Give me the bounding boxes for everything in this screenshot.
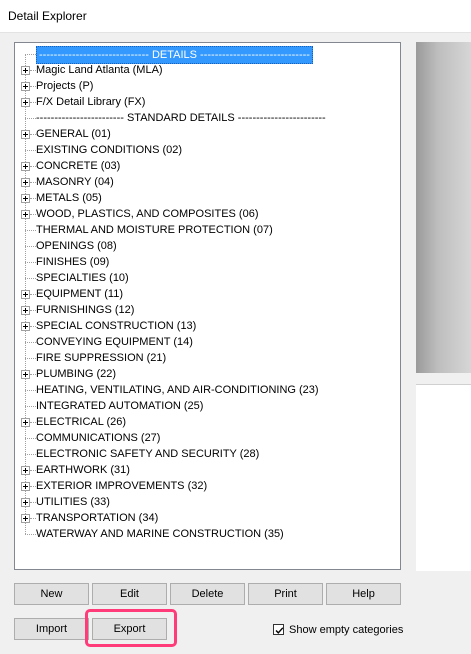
tree-item[interactable] bbox=[15, 126, 400, 142]
expand-plus-icon[interactable] bbox=[21, 514, 30, 523]
edit-button[interactable]: Edit bbox=[92, 583, 167, 605]
expand-plus-icon[interactable] bbox=[21, 418, 30, 427]
tree-item[interactable] bbox=[15, 414, 400, 430]
title-bar bbox=[0, 0, 471, 33]
tree-item[interactable] bbox=[15, 78, 400, 94]
tree-item[interactable] bbox=[15, 110, 400, 126]
expand-plus-icon[interactable] bbox=[21, 66, 30, 75]
tree-item[interactable] bbox=[15, 446, 400, 462]
detail-info-area bbox=[416, 384, 471, 571]
tree-item[interactable] bbox=[15, 494, 400, 510]
tree-item-label: CONVEYING EQUIPMENT (14) bbox=[36, 336, 193, 348]
tree-item-label: EXISTING CONDITIONS (02) bbox=[36, 144, 183, 156]
tree-item-label: THERMAL AND MOISTURE PROTECTION (07) bbox=[36, 224, 273, 236]
tree-item[interactable] bbox=[15, 334, 400, 350]
tree-item[interactable] bbox=[15, 270, 400, 286]
tree-item-label: PLUMBING (22) bbox=[36, 368, 117, 380]
tree-item-label: ------------------------------ DETAILS ------------------------------ bbox=[36, 46, 313, 64]
tree-item[interactable] bbox=[15, 350, 400, 366]
tree-item[interactable] bbox=[15, 94, 400, 110]
tree-branch-line bbox=[25, 54, 36, 55]
show-empty-categories-checkbox[interactable] bbox=[273, 624, 284, 635]
detail-tree[interactable] bbox=[15, 43, 400, 569]
print-button[interactable]: Print bbox=[248, 583, 323, 605]
tree-item-label: COMMUNICATIONS (27) bbox=[36, 432, 161, 444]
tree-branch-line bbox=[25, 342, 36, 343]
tree-branch-line bbox=[25, 358, 36, 359]
delete-button[interactable]: Delete bbox=[170, 583, 245, 605]
tree-branch-line bbox=[25, 246, 36, 247]
new-button[interactable]: New bbox=[14, 583, 89, 605]
tree-item[interactable] bbox=[15, 158, 400, 174]
tree-item[interactable] bbox=[15, 46, 400, 62]
expand-plus-icon[interactable] bbox=[21, 98, 30, 107]
tree-item[interactable] bbox=[15, 62, 400, 78]
expand-plus-icon[interactable] bbox=[21, 130, 30, 139]
expand-plus-icon[interactable] bbox=[21, 210, 30, 219]
tree-item-label: EXTERIOR IMPROVEMENTS (32) bbox=[36, 480, 208, 492]
tree-item[interactable] bbox=[15, 190, 400, 206]
expand-plus-icon[interactable] bbox=[21, 82, 30, 91]
tree-branch-line bbox=[25, 390, 36, 391]
expand-plus-icon[interactable] bbox=[21, 370, 30, 379]
checkmark-icon bbox=[274, 625, 285, 636]
expand-plus-icon[interactable] bbox=[21, 498, 30, 507]
tree-item-label: SPECIAL CONSTRUCTION (13) bbox=[36, 320, 197, 332]
tree-branch-line bbox=[25, 230, 36, 231]
help-button[interactable]: Help bbox=[326, 583, 401, 605]
import-button[interactable]: Import bbox=[14, 618, 89, 640]
tree-item-label: EQUIPMENT (11) bbox=[36, 288, 123, 300]
expand-plus-icon[interactable] bbox=[21, 482, 30, 491]
tree-item[interactable] bbox=[15, 510, 400, 526]
tree-item-label: METALS (05) bbox=[36, 192, 102, 204]
tree-item-label: FIRE SUPPRESSION (21) bbox=[36, 352, 167, 364]
tree-item[interactable] bbox=[15, 222, 400, 238]
tree-item-label: MASONRY (04) bbox=[36, 176, 114, 188]
detail-preview-area bbox=[416, 42, 471, 373]
tree-item-label: FINISHES (09) bbox=[36, 256, 110, 268]
tree-item[interactable] bbox=[15, 206, 400, 222]
tree-branch-line bbox=[25, 534, 36, 535]
tree-item-label: HEATING, VENTILATING, AND AIR-CONDITIONING (23) bbox=[36, 384, 319, 396]
expand-plus-icon[interactable] bbox=[21, 322, 30, 331]
tree-item[interactable] bbox=[15, 286, 400, 302]
tree-branch-line bbox=[25, 150, 36, 151]
tree-item-label: ------------------------ STANDARD DETAILS ------------------------ bbox=[36, 112, 326, 124]
expand-plus-icon[interactable] bbox=[21, 306, 30, 315]
tree-item-label: FURNISHINGS (12) bbox=[36, 304, 135, 316]
tree-branch-line bbox=[25, 278, 36, 279]
tree-item[interactable] bbox=[15, 302, 400, 318]
tree-item[interactable] bbox=[15, 142, 400, 158]
expand-plus-icon[interactable] bbox=[21, 466, 30, 475]
tree-branch-line bbox=[25, 118, 36, 119]
tree-item-label: ELECTRONIC SAFETY AND SECURITY (28) bbox=[36, 448, 260, 460]
detail-tree-panel[interactable] bbox=[14, 42, 401, 570]
tree-item-label: Magic Land Atlanta (MLA) bbox=[36, 64, 163, 76]
tree-item-label: EARTHWORK (31) bbox=[36, 464, 130, 476]
show-empty-categories-label: Show empty categories bbox=[289, 624, 404, 636]
tree-item-label: WOOD, PLASTICS, AND COMPOSITES (06) bbox=[36, 208, 259, 220]
tree-item-label: OPENINGS (08) bbox=[36, 240, 117, 252]
tree-item-label: UTILITIES (33) bbox=[36, 496, 110, 508]
tree-item-label: ELECTRICAL (26) bbox=[36, 416, 127, 428]
expand-plus-icon[interactable] bbox=[21, 194, 30, 203]
tree-item[interactable] bbox=[15, 526, 400, 542]
expand-plus-icon[interactable] bbox=[21, 290, 30, 299]
expand-plus-icon[interactable] bbox=[21, 178, 30, 187]
tree-item-label: INTEGRATED AUTOMATION (25) bbox=[36, 400, 204, 412]
tree-branch-line bbox=[25, 262, 36, 263]
tree-item[interactable] bbox=[15, 398, 400, 414]
tree-branch-line bbox=[25, 406, 36, 407]
tree-item[interactable] bbox=[15, 366, 400, 382]
tree-item-label: F/X Detail Library (FX) bbox=[36, 96, 146, 108]
tree-item-label: Projects (P) bbox=[36, 80, 94, 92]
tree-item[interactable] bbox=[15, 318, 400, 334]
tree-item[interactable] bbox=[15, 478, 400, 494]
expand-plus-icon[interactable] bbox=[21, 162, 30, 171]
tree-item[interactable] bbox=[15, 174, 400, 190]
tree-item[interactable] bbox=[15, 254, 400, 270]
tree-branch-line bbox=[25, 438, 36, 439]
tree-item-label: CONCRETE (03) bbox=[36, 160, 121, 172]
tree-item[interactable] bbox=[15, 430, 400, 446]
tree-branch-line bbox=[25, 454, 36, 455]
tree-item[interactable] bbox=[15, 462, 400, 478]
tree-item-label: WATERWAY AND MARINE CONSTRUCTION (35) bbox=[36, 528, 284, 540]
export-highlight-box bbox=[85, 609, 177, 647]
tree-item[interactable] bbox=[15, 238, 400, 254]
tree-item[interactable] bbox=[15, 382, 400, 398]
tree-item-label: TRANSPORTATION (34) bbox=[36, 512, 159, 524]
export-button[interactable]: Export bbox=[92, 618, 167, 640]
window-title: Detail Explorer bbox=[8, 9, 87, 23]
tree-item-label: GENERAL (01) bbox=[36, 128, 111, 140]
tree-item-label: SPECIALTIES (10) bbox=[36, 272, 129, 284]
